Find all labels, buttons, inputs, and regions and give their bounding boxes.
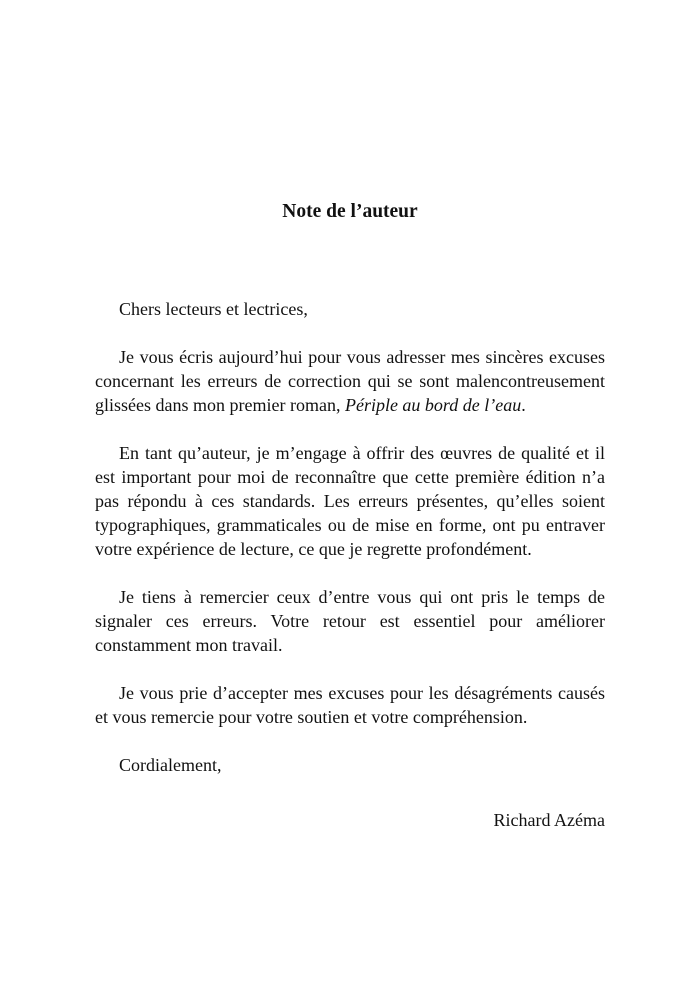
letter-body <box>95 297 605 777</box>
paragraph-excuses: Je vous prie d’accepter mes excuses pour les désagréments causés et vous remercie pour votre soutien et votre compréhension. <box>95 683 605 727</box>
paragraph-commitment: En tant qu’auteur, je m’engage à offrir des œuvres de qualité et il est important pour moi de reconnaître que cette première édition n’a pas répondu à ces standards. Les erreurs présentes, qu’elles soient typographiques, grammaticales ou de mise en forme, ont pu entraver votre expérience de lecture, ce que je regrette profondément. <box>95 443 605 559</box>
paragraph-apology-text: Je vous écris aujourd’hui pour vous adresser mes sincères excuses concernant les erreurs de correction qui se sont malencontreusement glissées dans mon premier roman, <box>95 347 605 415</box>
paragraph-apology-end: . <box>521 395 526 415</box>
novel-title: Périple au bord de l’eau <box>344 395 522 415</box>
paragraph-thanks: Je tiens à remercier ceux d’entre vous qui ont pris le temps de signaler ces erreurs. Votre retour est essentiel pour améliorer constamment mon travail. <box>95 587 605 655</box>
page-title: Note de l’auteur <box>282 201 418 222</box>
salutation: Chers lecteurs et lectrices, <box>119 299 308 319</box>
signature: Richard Azéma <box>493 810 605 830</box>
closing: Cordialement, <box>119 755 222 775</box>
paragraph-apology <box>95 345 605 417</box>
